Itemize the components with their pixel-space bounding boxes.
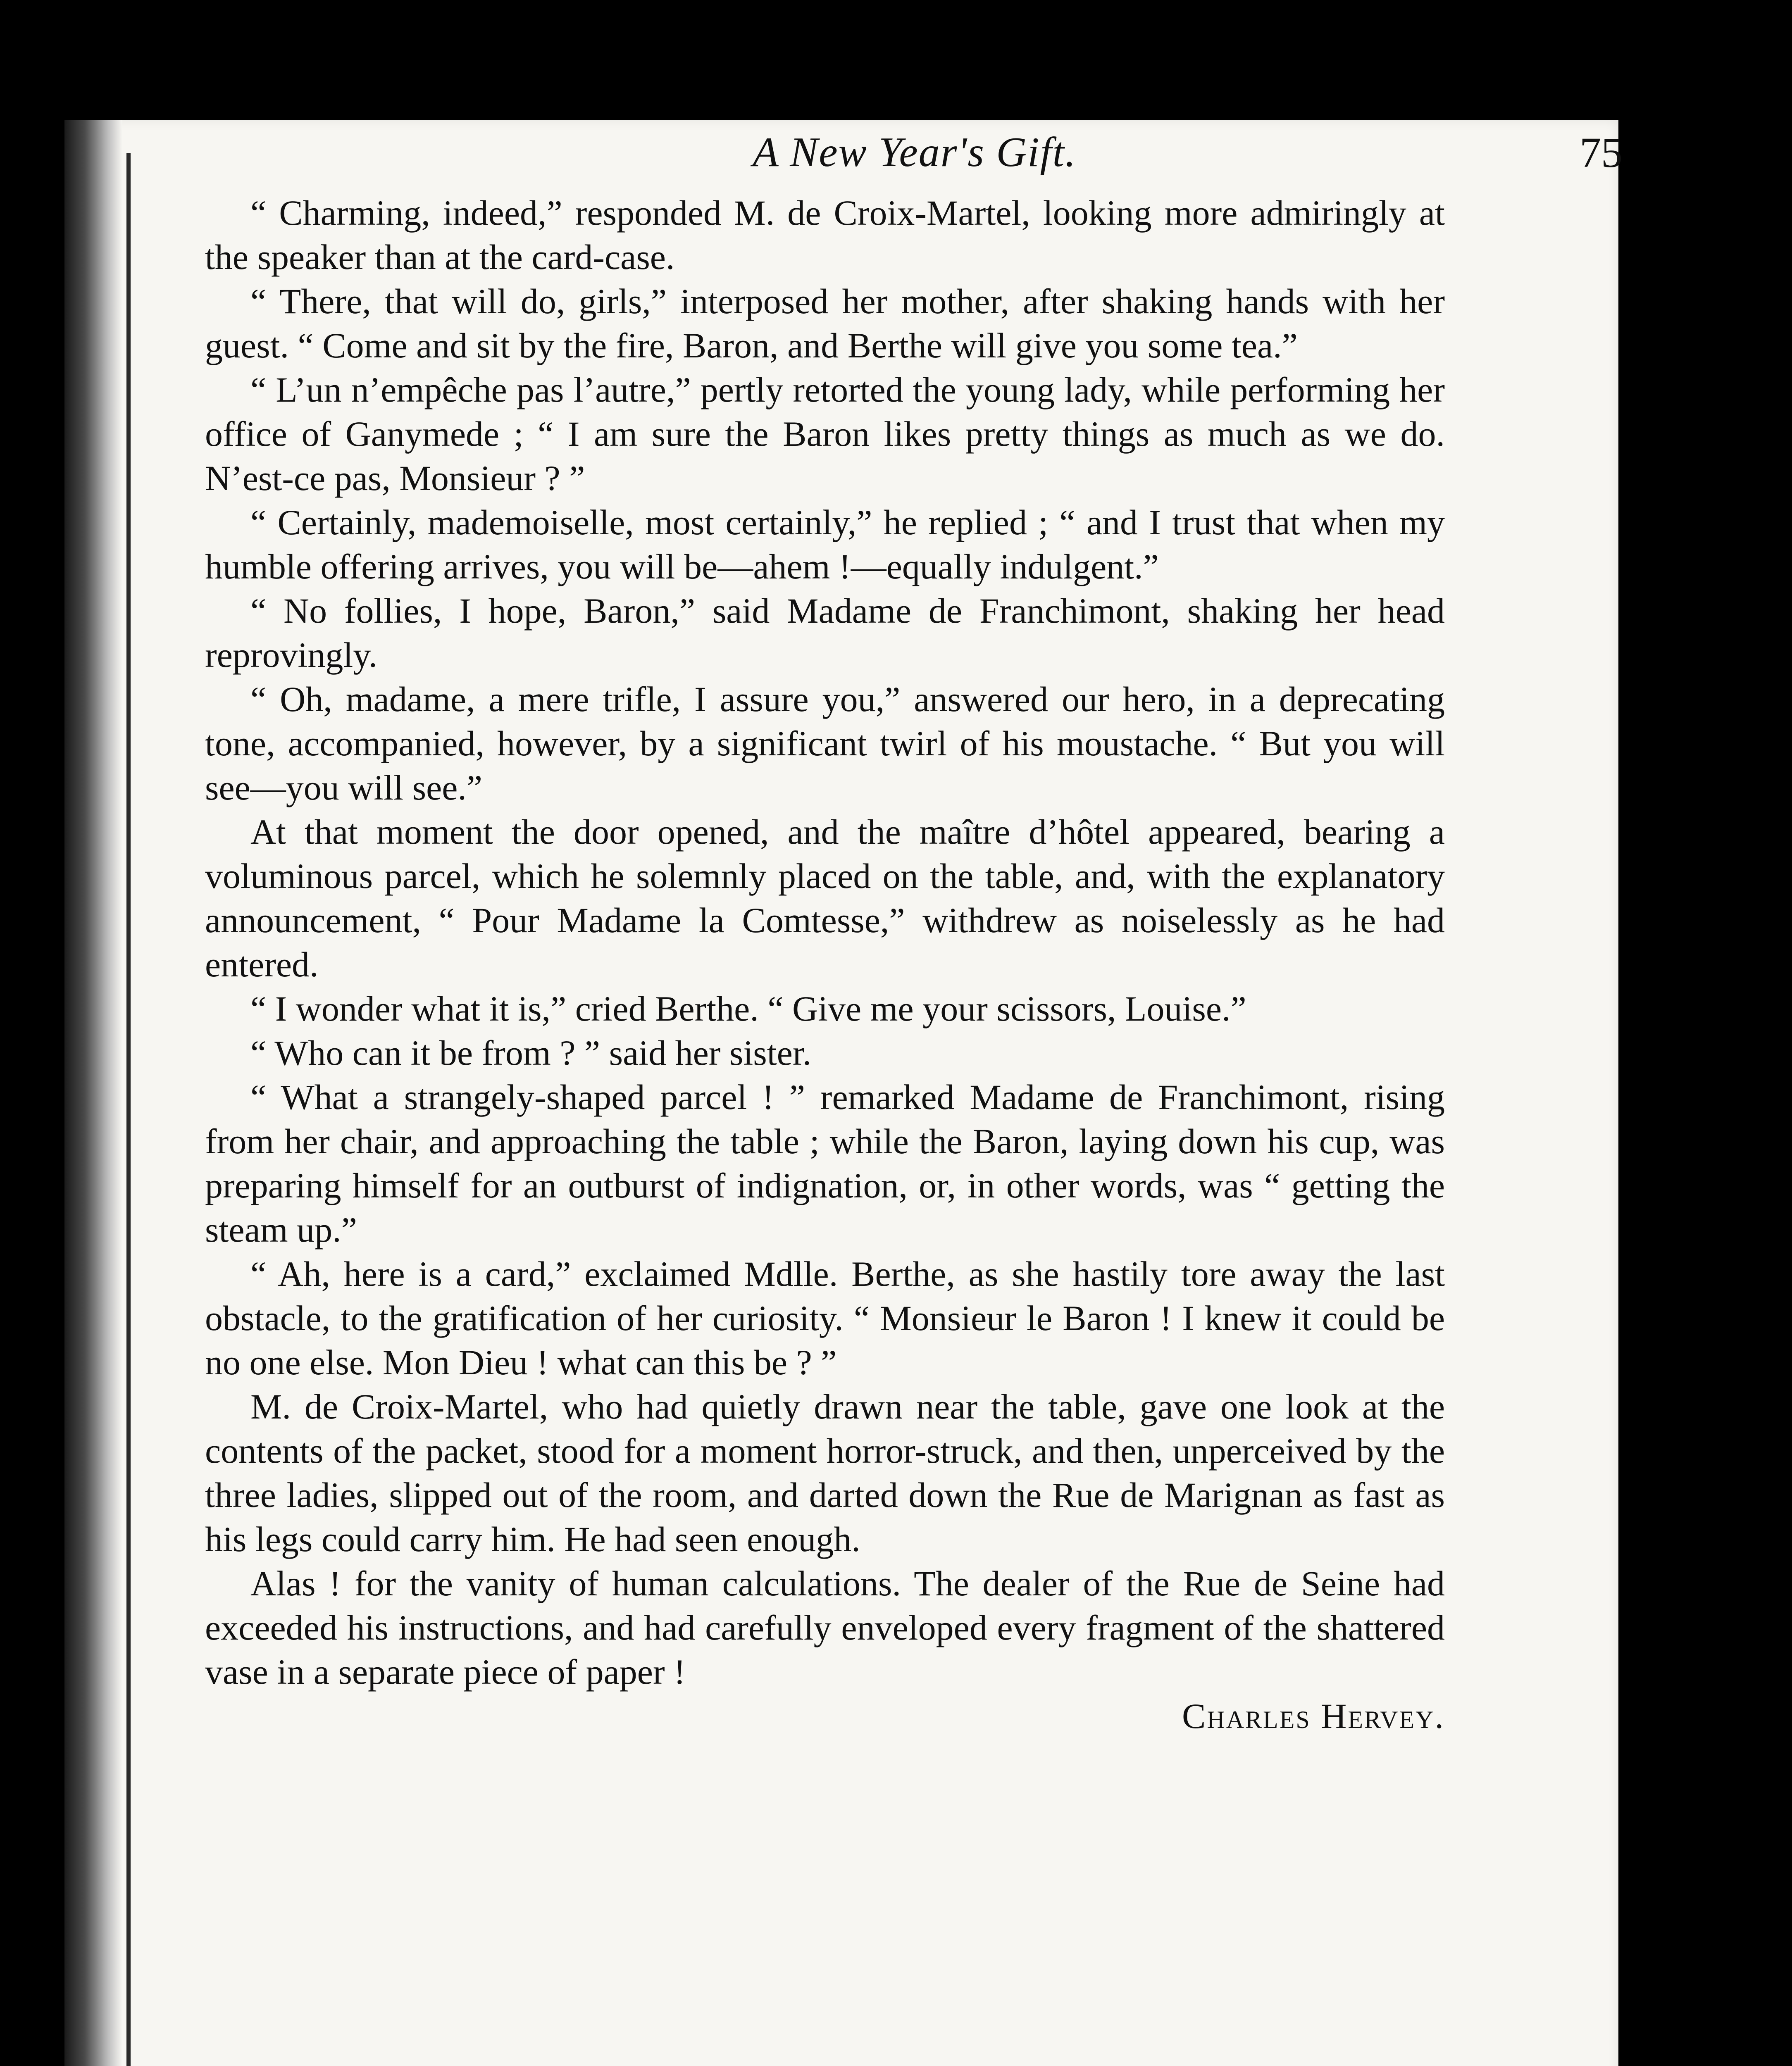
paragraph: “ What a strangely-shaped parcel ! ” remarked Madame de Franchimont, rising from her chair, and approaching the table ; while the Baron, laying down his cup, was preparing himself for an outburst of indignation, or, in other words, was “ getting the steam up.” — [205, 1077, 1445, 1250]
page-header — [207, 128, 1623, 186]
paragraph: At that moment the door opened, and the maître d’hôtel appeared, bearing a voluminous parcel, which he solemnly placed on the table, and, with the explanatory announcement, “ Pour Madame la Comtesse,” withdrew as noiselessly as he had entered. — [205, 812, 1445, 984]
paragraph: “ L’un n’empêche pas l’autre,” pertly retorted the young lady, while performing her office of Ganymede ; “ I am sure the Baron likes pretty things as much as we do. N’est-ce pas, Monsieur ? ” — [205, 370, 1445, 498]
paragraph: “ Oh, madame, a mere trifle, I assure you,” answered our hero, in a deprecating tone, accompanied, however, by a significant twirl of his moustache. “ But you will see—you will see.” — [205, 679, 1445, 807]
page-gutter-shadow — [64, 120, 122, 2066]
paragraph: “ Who can it be from ? ” said her sister. — [250, 1033, 812, 1073]
paragraph: “ No follies, I hope, Baron,” said Madame de Franchimont, shaking her head reprovingly. — [205, 591, 1445, 675]
page-number: 75 — [1580, 129, 1623, 176]
running-title: A New Year's Gift. — [753, 129, 1077, 176]
paragraph: “ Certainly, mademoiselle, most certainly,” he replied ; “ and I trust that when my humble offering arrives, you will be—ahem !—equally indulgent.” — [205, 502, 1445, 586]
paragraph: “ I wonder what it is,” cried Berthe. “ Give me your scissors, Louise.” — [250, 989, 1246, 1028]
paragraph: “ Ah, here is a card,” exclaimed Mdlle. Berthe, as she hastily tore away the last obstacle, to the gratification of her curiosity. “ Monsieur le Baron ! I knew it could be no one else. Mon Dieu ! what can this be ? ” — [205, 1254, 1445, 1382]
paragraph: “ Charming, indeed,” responded M. de Croix-Martel, looking more admiringly at the speaker than at the card-case. — [205, 193, 1445, 277]
paragraph: Alas ! for the vanity of human calculations. The dealer of the Rue de Seine had exceeded his instructions, and had carefully enveloped every fragment of the shattered vase in a separate piece of paper ! — [205, 1564, 1445, 1692]
body-text — [205, 191, 1445, 1738]
paragraph: “ There, that will do, girls,” interposed her mother, after shaking hands with her guest. “ Come and sit by the fire, Baron, and Berthe will give you some tea.” — [205, 281, 1445, 365]
paragraph: M. de Croix-Martel, who had quietly drawn near the table, gave one look at the contents of the packet, stood for a moment horror-struck, and then, unperceived by the three ladies, slipped out of the room, and darted down the Rue de Marignan as fast as his legs could carry him. He had seen enough. — [205, 1387, 1445, 1559]
spine-line — [126, 153, 131, 2066]
author-signature: Charles Hervey. — [1182, 1696, 1445, 1736]
